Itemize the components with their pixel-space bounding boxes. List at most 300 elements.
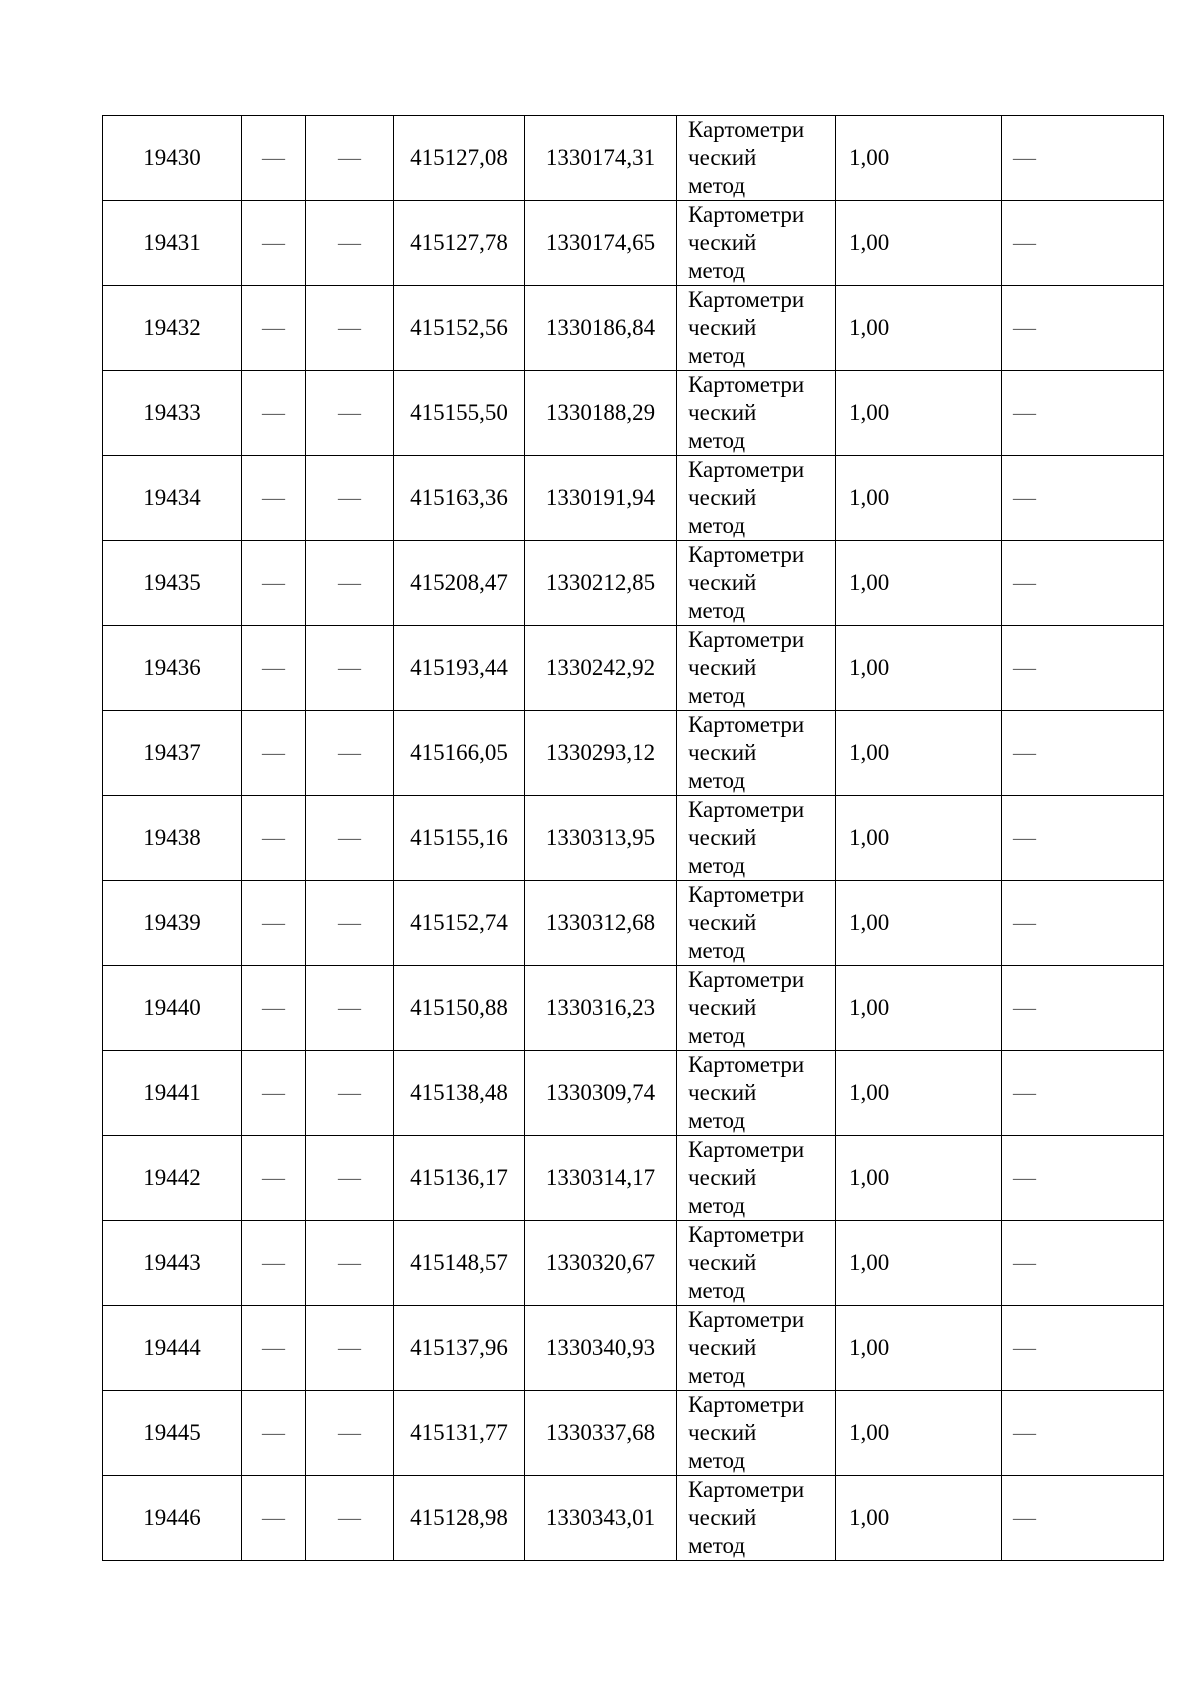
method-text-line: Картометри — [688, 1052, 805, 1077]
empty-dash-text: — — [1013, 570, 1036, 595]
table-row — [103, 201, 1164, 286]
method-text-line: Картометри — [688, 1222, 805, 1247]
method-text-line: ческий — [688, 1420, 757, 1445]
method-cell — [677, 541, 836, 626]
empty-dash-text: — — [338, 1080, 361, 1105]
method-text-line: метод — [688, 1108, 746, 1133]
empty-dash-cell — [242, 1051, 306, 1136]
point-number-text: 19444 — [143, 1335, 201, 1360]
empty-dash-cell — [1002, 541, 1164, 626]
y-coordinate-text: 1330312,68 — [545, 910, 656, 935]
method-text-line: Картометри — [688, 372, 805, 397]
accuracy-cell — [836, 1391, 1002, 1476]
method-text-line: метод — [688, 513, 746, 538]
empty-dash-text: — — [1013, 655, 1036, 680]
method-cell — [677, 1391, 836, 1476]
method-text-line: метод — [688, 428, 746, 453]
empty-dash-text: — — [262, 825, 285, 850]
empty-dash-text: — — [1013, 230, 1036, 255]
empty-dash-text: — — [262, 910, 285, 935]
accuracy-cell — [836, 1221, 1002, 1306]
method-cell — [677, 1306, 836, 1391]
point-number-cell — [103, 286, 242, 371]
empty-dash-text: — — [1013, 910, 1036, 935]
x-coordinate-text: 415152,56 — [410, 315, 508, 340]
point-number-cell — [103, 1306, 242, 1391]
empty-dash-cell — [242, 541, 306, 626]
method-text-line: Картометри — [688, 1392, 805, 1417]
x-coordinate-cell — [394, 286, 525, 371]
empty-dash-cell — [1002, 1136, 1164, 1221]
y-coordinate-text: 1330313,95 — [545, 825, 656, 850]
method-text-line: ческий — [688, 995, 757, 1020]
empty-dash-cell — [1002, 881, 1164, 966]
empty-dash-text: — — [338, 1165, 361, 1190]
point-number-cell — [103, 116, 242, 201]
table-row — [103, 796, 1164, 881]
accuracy-text: 1,00 — [849, 1335, 890, 1360]
empty-dash-cell — [306, 1051, 394, 1136]
accuracy-text: 1,00 — [849, 1505, 890, 1530]
point-number-cell — [103, 881, 242, 966]
accuracy-text: 1,00 — [849, 995, 890, 1020]
x-coordinate-cell — [394, 456, 525, 541]
method-text-line: ческий — [688, 1335, 757, 1360]
accuracy-cell — [836, 116, 1002, 201]
table-body — [103, 116, 1164, 1561]
accuracy-text: 1,00 — [849, 230, 890, 255]
x-coordinate-cell — [394, 116, 525, 201]
empty-dash-cell — [242, 796, 306, 881]
empty-dash-cell — [306, 1391, 394, 1476]
accuracy-text: 1,00 — [849, 825, 890, 850]
method-text-line: метод — [688, 1278, 746, 1303]
table-row — [103, 1051, 1164, 1136]
accuracy-text: 1,00 — [849, 910, 890, 935]
x-coordinate-text: 415128,98 — [410, 1505, 508, 1530]
x-coordinate-cell — [394, 966, 525, 1051]
x-coordinate-cell — [394, 1391, 525, 1476]
empty-dash-text: — — [1013, 1250, 1036, 1275]
empty-dash-cell — [306, 541, 394, 626]
empty-dash-cell — [242, 286, 306, 371]
accuracy-cell — [836, 1476, 1002, 1561]
accuracy-cell — [836, 796, 1002, 881]
y-coordinate-cell — [525, 286, 677, 371]
empty-dash-text: — — [338, 1250, 361, 1275]
table-row — [103, 1306, 1164, 1391]
empty-dash-cell — [306, 1221, 394, 1306]
empty-dash-text: — — [1013, 1335, 1036, 1360]
table-row — [103, 1221, 1164, 1306]
empty-dash-cell — [1002, 1221, 1164, 1306]
x-coordinate-text: 415137,96 — [410, 1335, 508, 1360]
method-cell — [677, 456, 836, 541]
method-text-line: метод — [688, 1448, 746, 1473]
accuracy-text: 1,00 — [849, 655, 890, 680]
y-coordinate-text: 1330191,94 — [545, 485, 656, 510]
accuracy-cell — [836, 286, 1002, 371]
method-text-line: Картометри — [688, 117, 805, 142]
table-row — [103, 1136, 1164, 1221]
table-row — [103, 1476, 1164, 1561]
empty-dash-cell — [242, 456, 306, 541]
accuracy-cell — [836, 966, 1002, 1051]
point-number-text: 19446 — [143, 1505, 201, 1530]
empty-dash-cell — [306, 456, 394, 541]
x-coordinate-text: 415138,48 — [410, 1080, 508, 1105]
x-coordinate-cell — [394, 1136, 525, 1221]
empty-dash-text: — — [262, 1080, 285, 1105]
x-coordinate-cell — [394, 1306, 525, 1391]
table-row — [103, 966, 1164, 1051]
method-text-line: метод — [688, 1193, 746, 1218]
y-coordinate-cell — [525, 1136, 677, 1221]
method-text-line: Картометри — [688, 712, 805, 737]
method-text-line: ческий — [688, 655, 757, 680]
empty-dash-text: — — [338, 825, 361, 850]
accuracy-text: 1,00 — [849, 315, 890, 340]
y-coordinate-cell — [525, 1476, 677, 1561]
method-text-line: ческий — [688, 485, 757, 510]
method-cell — [677, 711, 836, 796]
method-text-line: ческий — [688, 1165, 757, 1190]
method-text-line: метод — [688, 683, 746, 708]
method-text-line: ческий — [688, 825, 757, 850]
empty-dash-text: — — [1013, 1080, 1036, 1105]
empty-dash-text: — — [1013, 995, 1036, 1020]
method-text-line: ческий — [688, 740, 757, 765]
y-coordinate-cell — [525, 796, 677, 881]
y-coordinate-text: 1330337,68 — [545, 1420, 656, 1445]
point-number-cell — [103, 1476, 242, 1561]
empty-dash-cell — [306, 626, 394, 711]
point-number-text: 19445 — [143, 1420, 201, 1445]
point-number-cell — [103, 201, 242, 286]
method-text-line: Картометри — [688, 287, 805, 312]
accuracy-text: 1,00 — [849, 1250, 890, 1275]
empty-dash-cell — [242, 1476, 306, 1561]
x-coordinate-text: 415163,36 — [410, 485, 508, 510]
x-coordinate-text: 415148,57 — [410, 1250, 508, 1275]
empty-dash-cell — [1002, 1306, 1164, 1391]
table-row — [103, 881, 1164, 966]
method-text-line: метод — [688, 1533, 746, 1558]
method-text-line: ческий — [688, 230, 757, 255]
empty-dash-text: — — [262, 740, 285, 765]
empty-dash-text: — — [262, 995, 285, 1020]
method-text-line: Картометри — [688, 797, 805, 822]
accuracy-cell — [836, 1136, 1002, 1221]
method-text-line: ческий — [688, 1080, 757, 1105]
empty-dash-text: — — [338, 995, 361, 1020]
method-text-line: Картометри — [688, 1477, 805, 1502]
method-text-line: ческий — [688, 1505, 757, 1530]
x-coordinate-cell — [394, 1221, 525, 1306]
method-text-line: метод — [688, 343, 746, 368]
empty-dash-text: — — [1013, 315, 1036, 340]
empty-dash-text: — — [262, 655, 285, 680]
empty-dash-cell — [1002, 1391, 1164, 1476]
x-coordinate-text: 415127,08 — [410, 145, 508, 170]
table-row — [103, 116, 1164, 201]
point-number-text: 19440 — [143, 995, 201, 1020]
accuracy-text: 1,00 — [849, 1165, 890, 1190]
accuracy-cell — [836, 1051, 1002, 1136]
point-number-text: 19435 — [143, 570, 201, 595]
x-coordinate-text: 415193,44 — [410, 655, 508, 680]
y-coordinate-text: 1330212,85 — [545, 570, 656, 595]
empty-dash-cell — [1002, 116, 1164, 201]
y-coordinate-cell — [525, 1221, 677, 1306]
method-text-line: Картометри — [688, 202, 805, 227]
empty-dash-cell — [1002, 1476, 1164, 1561]
x-coordinate-cell — [394, 1051, 525, 1136]
point-number-text: 19432 — [143, 315, 201, 340]
table-row — [103, 1391, 1164, 1476]
x-coordinate-text: 415152,74 — [410, 910, 508, 935]
method-cell — [677, 626, 836, 711]
method-text-line: ческий — [688, 570, 757, 595]
empty-dash-cell — [1002, 1051, 1164, 1136]
empty-dash-text: — — [262, 485, 285, 510]
accuracy-cell — [836, 371, 1002, 456]
empty-dash-text: — — [338, 230, 361, 255]
empty-dash-text: — — [262, 230, 285, 255]
x-coordinate-text: 415166,05 — [410, 740, 508, 765]
empty-dash-text: — — [262, 570, 285, 595]
point-number-cell — [103, 1221, 242, 1306]
method-cell — [677, 116, 836, 201]
x-coordinate-text: 415155,16 — [410, 825, 508, 850]
empty-dash-cell — [242, 711, 306, 796]
table-row — [103, 626, 1164, 711]
table-row — [103, 456, 1164, 541]
method-cell — [677, 1136, 836, 1221]
accuracy-text: 1,00 — [849, 1080, 890, 1105]
y-coordinate-cell — [525, 881, 677, 966]
accuracy-text: 1,00 — [849, 570, 890, 595]
empty-dash-cell — [1002, 456, 1164, 541]
method-text-line: ческий — [688, 910, 757, 935]
empty-dash-cell — [242, 201, 306, 286]
method-text-line: Картометри — [688, 627, 805, 652]
empty-dash-cell — [242, 116, 306, 201]
y-coordinate-text: 1330340,93 — [545, 1335, 656, 1360]
y-coordinate-cell — [525, 966, 677, 1051]
method-text-line: ческий — [688, 400, 757, 425]
empty-dash-cell — [1002, 286, 1164, 371]
empty-dash-text: — — [338, 400, 361, 425]
empty-dash-cell — [242, 1391, 306, 1476]
method-text-line: Картометри — [688, 882, 805, 907]
table-row — [103, 541, 1164, 626]
x-coordinate-text: 415127,78 — [410, 230, 508, 255]
x-coordinate-cell — [394, 796, 525, 881]
empty-dash-cell — [306, 1476, 394, 1561]
empty-dash-text: — — [338, 655, 361, 680]
method-text-line: Картометри — [688, 1137, 805, 1162]
accuracy-cell — [836, 711, 1002, 796]
method-cell — [677, 881, 836, 966]
empty-dash-cell — [242, 371, 306, 456]
method-cell — [677, 286, 836, 371]
x-coordinate-text: 415155,50 — [410, 400, 508, 425]
empty-dash-text: — — [338, 1420, 361, 1445]
x-coordinate-text: 415208,47 — [410, 570, 508, 595]
y-coordinate-text: 1330188,29 — [545, 400, 656, 425]
accuracy-cell — [836, 456, 1002, 541]
empty-dash-text: — — [1013, 485, 1036, 510]
method-text-line: Картометри — [688, 542, 805, 567]
empty-dash-text: — — [1013, 400, 1036, 425]
point-number-text: 19438 — [143, 825, 201, 850]
empty-dash-text: — — [338, 570, 361, 595]
empty-dash-text: — — [262, 1335, 285, 1360]
y-coordinate-text: 1330242,92 — [545, 655, 656, 680]
y-coordinate-cell — [525, 626, 677, 711]
empty-dash-text: — — [262, 315, 285, 340]
empty-dash-text: — — [338, 315, 361, 340]
y-coordinate-text: 1330316,23 — [545, 995, 656, 1020]
accuracy-cell — [836, 881, 1002, 966]
method-text-line: метод — [688, 173, 746, 198]
empty-dash-cell — [306, 116, 394, 201]
y-coordinate-text: 1330343,01 — [545, 1505, 656, 1530]
method-cell — [677, 966, 836, 1051]
empty-dash-cell — [242, 1221, 306, 1306]
empty-dash-cell — [306, 966, 394, 1051]
empty-dash-cell — [1002, 711, 1164, 796]
point-number-text: 19439 — [143, 910, 201, 935]
point-number-text: 19437 — [143, 740, 201, 765]
empty-dash-text: — — [1013, 1420, 1036, 1445]
point-number-text: 19442 — [143, 1165, 201, 1190]
point-number-cell — [103, 1136, 242, 1221]
empty-dash-cell — [242, 1136, 306, 1221]
empty-dash-cell — [242, 881, 306, 966]
empty-dash-text: — — [338, 145, 361, 170]
point-number-text: 19436 — [143, 655, 201, 680]
method-text-line: Картометри — [688, 967, 805, 992]
x-coordinate-cell — [394, 201, 525, 286]
accuracy-text: 1,00 — [849, 145, 890, 170]
method-cell — [677, 1051, 836, 1136]
y-coordinate-cell — [525, 456, 677, 541]
empty-dash-text: — — [338, 740, 361, 765]
accuracy-text: 1,00 — [849, 400, 890, 425]
y-coordinate-text: 1330174,65 — [545, 230, 656, 255]
empty-dash-cell — [1002, 796, 1164, 881]
y-coordinate-cell — [525, 1306, 677, 1391]
empty-dash-cell — [1002, 201, 1164, 286]
y-coordinate-cell — [525, 1391, 677, 1476]
x-coordinate-cell — [394, 371, 525, 456]
y-coordinate-text: 1330309,74 — [545, 1080, 656, 1105]
method-cell — [677, 796, 836, 881]
x-coordinate-cell — [394, 711, 525, 796]
empty-dash-text: — — [1013, 145, 1036, 170]
empty-dash-text: — — [262, 1165, 285, 1190]
y-coordinate-cell — [525, 1051, 677, 1136]
y-coordinate-text: 1330314,17 — [545, 1165, 656, 1190]
empty-dash-text: — — [1013, 825, 1036, 850]
empty-dash-cell — [1002, 626, 1164, 711]
method-text-line: метод — [688, 853, 746, 878]
empty-dash-cell — [306, 201, 394, 286]
accuracy-text: 1,00 — [849, 485, 890, 510]
method-cell — [677, 1476, 836, 1561]
point-number-cell — [103, 796, 242, 881]
method-text-line: метод — [688, 1023, 746, 1048]
empty-dash-text: — — [1013, 740, 1036, 765]
table-row — [103, 371, 1164, 456]
empty-dash-cell — [306, 371, 394, 456]
point-number-text: 19434 — [143, 485, 201, 510]
point-number-text: 19443 — [143, 1250, 201, 1275]
empty-dash-cell — [242, 966, 306, 1051]
point-number-cell — [103, 371, 242, 456]
method-text-line: Картометри — [688, 457, 805, 482]
method-text-line: метод — [688, 938, 746, 963]
point-number-cell — [103, 1051, 242, 1136]
empty-dash-text: — — [338, 910, 361, 935]
empty-dash-text: — — [262, 1420, 285, 1445]
method-text-line: ческий — [688, 1250, 757, 1275]
empty-dash-cell — [306, 1136, 394, 1221]
accuracy-cell — [836, 541, 1002, 626]
empty-dash-text: — — [338, 485, 361, 510]
x-coordinate-cell — [394, 1476, 525, 1561]
x-coordinate-cell — [394, 541, 525, 626]
empty-dash-cell — [306, 1306, 394, 1391]
x-coordinate-text: 415136,17 — [410, 1165, 508, 1190]
empty-dash-cell — [1002, 966, 1164, 1051]
point-number-cell — [103, 966, 242, 1051]
empty-dash-cell — [242, 626, 306, 711]
empty-dash-cell — [306, 796, 394, 881]
empty-dash-text: — — [1013, 1165, 1036, 1190]
empty-dash-text: — — [262, 400, 285, 425]
point-number-text: 19430 — [143, 145, 201, 170]
accuracy-text: 1,00 — [849, 1420, 890, 1445]
empty-dash-text: — — [262, 1505, 285, 1530]
y-coordinate-cell — [525, 711, 677, 796]
y-coordinate-cell — [525, 371, 677, 456]
empty-dash-text: — — [338, 1505, 361, 1530]
y-coordinate-cell — [525, 201, 677, 286]
method-text-line: метод — [688, 768, 746, 793]
point-number-text: 19441 — [143, 1080, 201, 1105]
coordinates-table — [102, 115, 1164, 1561]
method-cell — [677, 1221, 836, 1306]
empty-dash-cell — [306, 711, 394, 796]
x-coordinate-text: 415131,77 — [410, 1420, 508, 1445]
method-text-line: ческий — [688, 315, 757, 340]
accuracy-cell — [836, 201, 1002, 286]
method-text-line: метод — [688, 258, 746, 283]
point-number-cell — [103, 456, 242, 541]
y-coordinate-text: 1330293,12 — [545, 740, 656, 765]
x-coordinate-cell — [394, 881, 525, 966]
method-cell — [677, 201, 836, 286]
point-number-text: 19433 — [143, 400, 201, 425]
empty-dash-cell — [242, 1306, 306, 1391]
y-coordinate-text: 1330186,84 — [545, 315, 656, 340]
x-coordinate-text: 415150,88 — [410, 995, 508, 1020]
empty-dash-text: — — [1013, 1505, 1036, 1530]
point-number-cell — [103, 626, 242, 711]
